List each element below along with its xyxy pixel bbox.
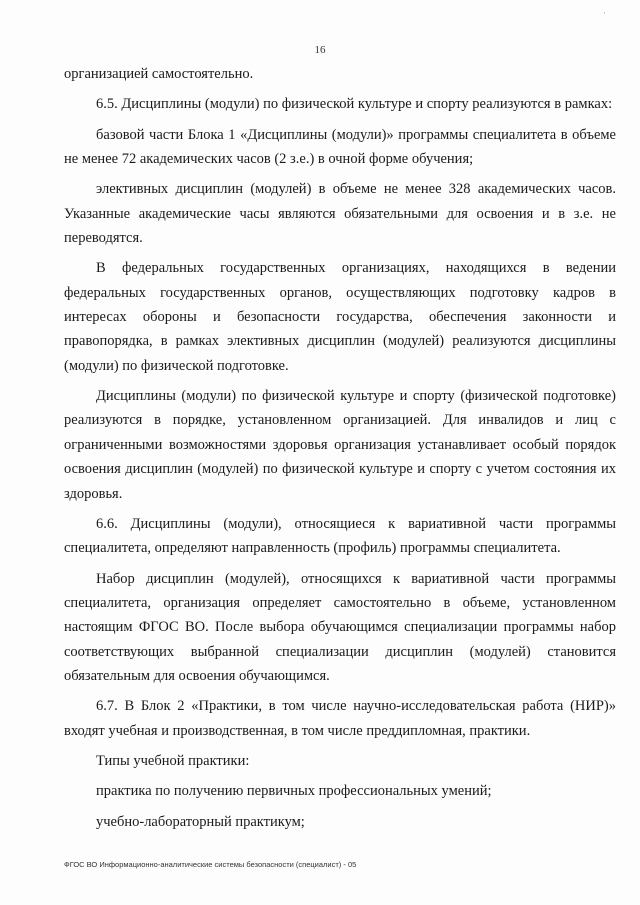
- paragraph-6-7: 6.7. В Блок 2 «Практики, в том числе научно-исследовательская работа (НИР)» входят учебная и производственная, в том числе преддипломная, практики.: [64, 698, 616, 739]
- document-body: [64, 62, 616, 834]
- page-footer: ФГОС ВО Информационно-аналитические системы безопасности (специалист) - 05: [64, 860, 357, 869]
- paragraph-6-5: 6.5. Дисциплины (модули) по физической культуре и спорту реализуются в рамках:: [96, 96, 613, 113]
- paragraph-variable-set: Набор дисциплин (модулей), относящихся к вариативной части программы специалитета, организация определяет самостоятельно в объеме, установленном настоящим ФГОС ВО. После выбора обучающимся специализации программы набор соответствующих выбранной специализации дисциплин (модулей) становится обязательным для освоения обучающимся.: [64, 570, 616, 684]
- page-number: 16: [314, 44, 326, 56]
- paragraph-elective: элективных дисциплин (модулей) в объеме не менее 328 академических часов. Указанные академические часы являются обязательными для освоения и в з.е. не переводятся.: [64, 181, 616, 247]
- paragraph-6-6: 6.6. Дисциплины (модули), относящиеся к вариативной части программы специалитета, определяют направленность (профиль) программы специалитета.: [64, 515, 616, 557]
- corner-mark: ·: [603, 8, 606, 18]
- paragraph-practice-types: Типы учебной практики:: [96, 752, 250, 769]
- paragraph-continuation: организацией самостоятельно.: [64, 66, 254, 82]
- paragraph-federal-orgs: В федеральных государственных организациях, находящихся в ведении федеральных государственных органов, осуществляющих подготовку кадров в интересах обороны и безопасности государства, обеспечения законности и правопорядка, в рамках элективных дисциплин (модулей) реализуются дисциплины (модули) по физической подготовке.: [64, 260, 616, 374]
- paragraph-physical-training: Дисциплины (модули) по физической культуре и спорту (физической подготовке) реализуются в порядке, установленном организацией. Для инвалидов и лиц с ограниченными возможностями здоровья организация устанавливает особый порядок освоения дисциплин (модулей) по физической культуре и спорту с учетом состояния их здоровья.: [64, 388, 616, 502]
- list-item-primary-skills: практика по получению первичных профессиональных умений;: [96, 783, 492, 800]
- list-item-lab-practicum: учебно-лабораторный практикум;: [96, 813, 305, 830]
- paragraph-basic-part: базовой части Блока 1 «Дисциплины (модули)» программы специалитета в объеме не менее 72 академических часов (2 з.е.) в очной форме обучения;: [64, 126, 616, 168]
